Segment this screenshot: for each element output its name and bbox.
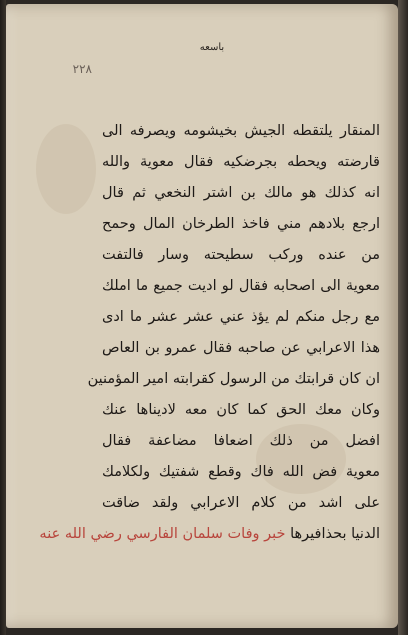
manuscript-page [6,4,398,628]
text-line: انه كذلك هو مالك بن اشتر النخعي ثم قال [102,185,380,201]
folio-number: ٢٢٨ [72,62,92,76]
text-line: قارضته ويحطه بجرضكيه فقال معوية والله [102,154,380,170]
text-line: افضل من ذلك اضعافا مضاعفة فقال [102,433,380,449]
text-line: معوية فض الله فاك وقطع شفتيك ولكلامك [102,464,380,480]
text-line: وكان معك الحق كما كان معه لاديناها عنك [102,402,380,418]
text-line-end: الدنيا بحذافيرها [290,526,380,542]
paper-stain [36,124,96,214]
text-line: معوية الى اصحابه فقال لو اديت جميع ما املك [102,278,380,294]
text-line: ارجع بلادهم مني فاخذ الطرخان المال وحمح [102,216,380,232]
text-line: من عنده وركب سطيحته وسار فالتفت [102,247,380,263]
text-line: على اشد من كلام الاعرابي ولقد ضاقت [102,495,380,511]
text-block [39,116,380,550]
text-line: ان كان قرابتك من الرسول كقرابته امير المؤمنين [87,371,380,387]
text-line: المنقار يلتقطه الجيش بخيشومه ويصرفه الى [102,123,380,139]
rubric-heading: خبر وفات سلمان الفارسي رضي الله عنه [39,526,286,542]
page-gutter [398,0,408,635]
text-line: هذا الاعرابي عن صاحبه فقال عمرو بن العاص [102,340,380,356]
text-line-last [39,519,380,550]
catchword: باسعه [199,42,225,53]
text-line: مع رجل منكم لم يؤذ عني عشر عشر ما ادى [102,309,380,325]
